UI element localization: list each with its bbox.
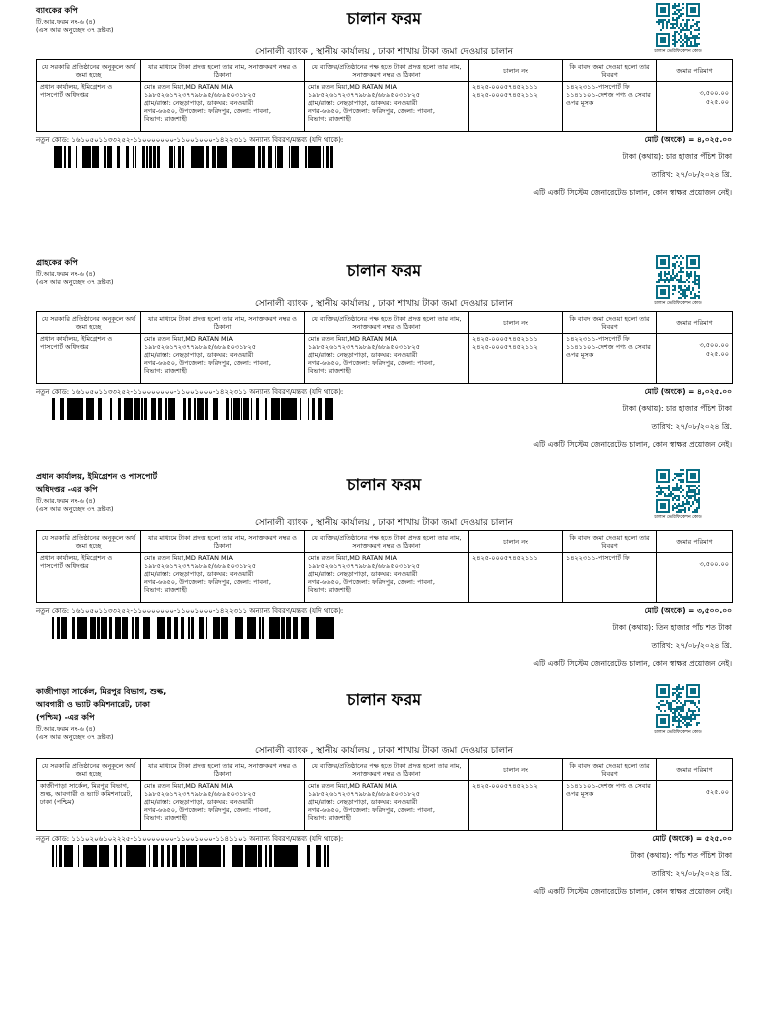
header-amount: জমার পরিমাণ [657,312,733,334]
copy-title-line: কাজীপাড়া সার্কেল, মিরপুর বিভাগ, শুল্ক, [36,687,167,696]
table-row [37,334,733,384]
payer-cell [141,781,305,831]
new-code: নতুন কোড: ১১১০২০৬১০২২২৫-১১০০০০০০০-১১০০১০০০-১১৪১১০১ [36,835,248,843]
header-description: কি বাবদ জমা দেওয়া হলো তার বিবরণ [563,759,657,781]
header-challan-no: চালান নং [469,531,563,553]
payer-line: গ্রাম/রাস্তা: নেছড়াপাড়া, ডাকঘর: বনওয়ারী [144,798,254,806]
challan-title: চালান ফরম [346,475,422,494]
institution-cell: কাজীপাড়া সার্কেল, মিরপুর বিভাগ, শুল্ক, আবগারী ও ভ্যাট কমিশনারেট, ঢাকা (পশ্চিম) [37,781,141,831]
header-description: কি বাবদ জমা দেওয়া হলো তার বিবরণ [563,312,657,334]
description-cell [563,334,657,384]
payer-cell [141,334,305,384]
bank-line: সোনালী ব্যাংক , স্থানীয় কার্যালয় , ঢাকা শাখায় টাকা জমা দেওয়ার চালান [254,518,514,528]
payer-line: মোঃ রতন মিয়া,MD RATAN MIA [144,554,233,562]
qr-caption: চালান ভেরিফিকেশন কোড [654,301,702,306]
copy-title-line: আবগারী ও ভ্যাট কমিশনারেট, ঢাকা [36,700,150,709]
challan-copy-3 [0,466,768,716]
challan-table [36,758,733,831]
payer-line: মোঃ রতন মিয়া,MD RATAN MIA [308,335,397,343]
payer-cell [141,553,305,603]
total-amount: মোট (অংকে) = ৪,০২৫.০০ [644,135,732,144]
amount-in-words: টাকা (কথায়): চার হাজার পঁচিশ টাকা [622,152,732,161]
table-row [37,82,733,132]
payer-line: নগর-৬৬৫০, উপজেলা: ফরিদপুর, জেলা: পাবনা, [144,107,271,115]
header-institution: যে সরকারি প্রতিষ্ঠানের অনুকূলে অর্থ জমা হচ্ছে [37,312,141,334]
new-code: নতুন কোড: ১৬১০৫০১১৩৩২৫২-১১০০০০০০০-১১০০১০০০-১৪২২৩১১ [36,388,248,396]
payer-line: মোঃ রতন মিয়া,MD RATAN MIA [144,335,233,343]
payer-line: নগর-৬৬৫০, উপজেলা: ফরিদপুর, জেলা: পাবনা, [308,107,435,115]
qr-caption: চালান ভেরিফিকেশন কোড [654,730,702,735]
on-behalf-cell [305,781,469,831]
challan-table [36,530,733,603]
challan-date: তারিখ: ২৭/০৮/২০২৪ খ্রি. [651,422,732,431]
header-payer: যার মাধ্যমে টাকা প্রদত্ত হলো তার নাম, সনাক্তকরণ নম্বর ও ঠিকানা [141,312,305,334]
payer-line: ১৯৮৫২৬১৭২৩৭৭৯৮৯৫/৬৮৯৫০৩১৮২৫ [144,91,256,99]
copy-title-line: (পশ্চিম) -এর কপি [36,713,95,722]
challan-title: চালান ফরম [346,9,422,28]
barcode-icon [52,617,334,639]
table-header-row [37,759,733,781]
copy-title-line: গ্রাহকের কপি [36,258,78,267]
payer-line: ১৯৮৫২৬১৭২৩৭৭৯৮৯৫/৬৮৯৫০৩১৮২৫ [144,562,256,570]
system-generated-notice: এটি একটি সিস্টেম জেনারেটেড চালান, কোন স্বাক্ষর প্রয়োজন নেই। [533,188,732,197]
payer-line: মোঃ রতন মিয়া,MD RATAN MIA [308,782,397,790]
payer-line: নগর-৬৬৫০, উপজেলা: ফরিদপুর, জেলা: পাবনা, [144,359,271,367]
form-number: টি.আর.ফরম নং-৬ (৪) (এস আর অনুচ্ছেদ ৩৭ দ্রষ্টব্য) [36,725,114,741]
header-institution: যে সরকারি প্রতিষ্ঠানের অনুকূলে অর্থ জমা হচ্ছে [37,531,141,553]
payer-line: নগর-৬৬৫০, উপজেলা: ফরিদপুর, জেলা: পাবনা, [308,578,435,586]
header-on-behalf: যে ব্যক্তির/প্রতিষ্ঠানের পক্ষ হতে টাকা প্রদত্ত হলো তার নাম, সনাক্তকরণ নম্বর ও ঠিকানা [305,60,469,82]
total-amount: মোট (অংকে) = ৫২৫.০০ [652,834,732,843]
header-challan-no: চালান নং [469,759,563,781]
payer-line: ১৯৮৫২৬১৭২৩৭৭৯৮৯৫/৬৮৯৫০৩১৮২৫ [144,790,256,798]
payer-line: নগর-৬৬৫০, উপজেলা: ফরিদপুর, জেলা: পাবনা, [144,806,271,814]
copy-title-line: প্রধান কার্যালয়, ইমিগ্রেশন ও পাসপোর্ট [36,472,158,481]
header-payer: যার মাধ্যমে টাকা প্রদত্ত হলো তার নাম, সনাক্তকরণ নম্বর ও ঠিকানা [141,531,305,553]
challan-no: ২৪২৫-০০০৫৭৪৫২১১১ [472,335,538,343]
challan-no-cell [469,82,563,132]
payer-line: বিভাগ: রাজশাহী [144,814,188,822]
header-description: কি বাবদ জমা দেওয়া হলো তার বিবরণ [563,60,657,82]
challan-no: ২৪২৫-০০০৫৭৪৫২১১১ [472,554,538,562]
total-amount: মোট (অংকে) = ৪,০২৫.০০ [644,387,732,396]
institution-cell: প্রধান কার্যালয়, ইমিগ্রেশন ও পাসপোর্ট অধিদপ্তর [37,553,141,603]
challan-date: তারিখ: ২৭/০৮/২০২৪ খ্রি. [651,869,732,878]
payer-line: গ্রাম/রাস্তা: নেছড়াপাড়া, ডাকঘর: বনওয়ারী [144,570,254,578]
payer-line: ১৯৮৫২৬১৭২৩৭৭৯৮৯৫/৬৮৯৫০৩১৮২৫ [308,562,420,570]
payer-line: গ্রাম/রাস্তা: নেছড়াপাড়া, ডাকঘর: বনওয়ারী [308,570,418,578]
other-info-label: অন্যান্য বিবরণ/মন্তব্য (যদি থাকে): [249,136,344,144]
header-amount: জমার পরিমাণ [657,531,733,553]
form-number: টি.আর.ফরম নং-৬ (৪) (এস আর অনুচ্ছেদ ৩৭ দ্রষ্টব্য) [36,270,114,286]
institution-cell: প্রধান কার্যালয়, ইমিগ্রেশন ও পাসপোর্ট অধিদপ্তর [37,334,141,384]
other-info-label: অন্যান্য বিবরণ/মন্তব্য (যদি থাকে): [249,607,344,615]
challan-no-cell [469,781,563,831]
form-number: টি.আর.ফরম নং-৬ (৪) (এস আর অনুচ্ছেদ ৩৭ দ্রষ্টব্য) [36,18,114,34]
challan-title: চালান ফরম [346,261,422,280]
payer-line: বিভাগ: রাজশাহী [144,115,188,123]
payer-line: মোঃ রতন মিয়া,MD RATAN MIA [308,83,397,91]
bank-line: সোনালী ব্যাংক , স্থানীয় কার্যালয় , ঢাকা শাখায় টাকা জমা দেওয়ার চালান [254,746,514,756]
header-institution: যে সরকারি প্রতিষ্ঠানের অনুকূলে অর্থ জমা হচ্ছে [37,60,141,82]
new-code-line [36,134,343,146]
description-item: ১৪২২৩১১-পাসপোর্ট ফি [566,83,630,91]
amount-cell [657,82,733,132]
amount-value: ৫২৫.০০ [705,98,729,106]
header-challan-no: চালান নং [469,312,563,334]
payer-cell [141,82,305,132]
payer-line: ১৯৮৫২৬১৭২৩৭৭৯৮৯৫/৬৮৯৫০৩১৮২৫ [308,91,420,99]
amount-value: ৩,৫০০.০০ [699,341,729,349]
copy-title-line: ব্যাংকের কপি [36,6,78,15]
payer-line: নগর-৬৬৫০, উপজেলা: ফরিদপুর, জেলা: পাবনা, [308,359,435,367]
bank-line: সোনালী ব্যাংক , স্থানীয় কার্যালয় , ঢাকা শাখায় টাকা জমা দেওয়ার চালান [254,47,514,57]
header-amount: জমার পরিমাণ [657,60,733,82]
challan-copy-4 [0,681,768,931]
challan-no-cell [469,334,563,384]
bank-line: সোনালী ব্যাংক , স্থানীয় কার্যালয় , ঢাকা শাখায় টাকা জমা দেওয়ার চালান [254,299,514,309]
form-number: টি.আর.ফরম নং-৬ (৪) (এস আর অনুচ্ছেদ ৩৭ দ্রষ্টব্য) [36,497,114,513]
challan-no: ২৪২৫-০০০৫৭৪৫২১১২ [472,782,538,790]
description-item: ১৪২২৩১১-পাসপোর্ট ফি [566,554,630,562]
system-generated-notice: এটি একটি সিস্টেম জেনারেটেড চালান, কোন স্বাক্ষর প্রয়োজন নেই। [533,440,732,449]
qr-code-icon [656,3,700,47]
header-on-behalf: যে ব্যক্তির/প্রতিষ্ঠানের পক্ষ হতে টাকা প্রদত্ত হলো তার নাম, সনাক্তকরণ নম্বর ও ঠিকানা [305,312,469,334]
payer-line: মোঃ রতন মিয়া,MD RATAN MIA [144,782,233,790]
amount-in-words: টাকা (কথায়): পাঁচ শত পঁচিশ টাকা [630,851,732,860]
payer-line: গ্রাম/রাস্তা: নেছড়াপাড়া, ডাকঘর: বনওয়ারী [308,798,418,806]
on-behalf-cell [305,82,469,132]
barcode-icon [52,146,334,168]
table-header-row [37,531,733,553]
amount-value: ৩,৫০০.০০ [699,89,729,97]
payer-line: বিভাগ: রাজশাহী [144,367,188,375]
table-row [37,553,733,603]
system-generated-notice: এটি একটি সিস্টেম জেনারেটেড চালান, কোন স্বাক্ষর প্রয়োজন নেই। [533,887,732,896]
payer-line: বিভাগ: রাজশাহী [144,586,188,594]
challan-table [36,311,733,384]
amount-in-words: টাকা (কথায়): চার হাজার পঁচিশ টাকা [622,404,732,413]
table-row [37,781,733,831]
payer-line: ১৯৮৫২৬১৭২৩৭৭৯৮৯৫/৬৮৯৫০৩১৮২৫ [144,343,256,351]
institution-cell: প্রধান কার্যালয়, ইমিগ্রেশন ও পাসপোর্ট অধিদপ্তর [37,82,141,132]
payer-line: গ্রাম/রাস্তা: নেছড়াপাড়া, ডাকঘর: বনওয়ারী [308,99,418,107]
header-on-behalf: যে ব্যক্তির/প্রতিষ্ঠানের পক্ষ হতে টাকা প্রদত্ত হলো তার নাম, সনাক্তকরণ নম্বর ও ঠিকানা [305,531,469,553]
header-description: কি বাবদ জমা দেওয়া হলো তার বিবরণ [563,531,657,553]
new-code: নতুন কোড: ১৬১০৫০১১৩৩২৫২-১১০০০০০০০-১১০০১০০০-১৪২২৩১১ [36,136,248,144]
payer-line: গ্রাম/রাস্তা: নেছড়াপাড়া, ডাকঘর: বনওয়ারী [308,351,418,359]
total-amount: মোট (অংকে) = ৩,৫০০.০০ [644,606,732,615]
new-code: নতুন কোড: ১৬১০৫০১১৩৩২৫২-১১০০০০০০০-১১০০১০০০-১৪২২৩১১ [36,607,248,615]
payer-line: ১৯৮৫২৬১৭২৩৭৭৯৮৯৫/৬৮৯৫০৩১৮২৫ [308,343,420,351]
challan-date: তারিখ: ২৭/০৮/২০২৪ খ্রি. [651,641,732,650]
payer-line: মোঃ রতন মিয়া,MD RATAN MIA [144,83,233,91]
other-info-label: অন্যান্য বিবরণ/মন্তব্য (যদি থাকে): [249,835,344,843]
table-header-row [37,312,733,334]
description-cell [563,82,657,132]
challan-table [36,59,733,132]
qr-caption: চালান ভেরিফিকেশন কোড [654,515,702,520]
challan-no: ২৪২৫-০০০৫৭৪৫২১১১ [472,83,538,91]
amount-cell [657,334,733,384]
on-behalf-cell [305,334,469,384]
barcode-icon [52,398,334,420]
challan-copy-2 [0,252,768,502]
amount-in-words: টাকা (কথায়): তিন হাজার পাঁচ শত টাকা [612,623,732,632]
new-code-line [36,833,343,845]
description-item: ১১৪১১০১-দেশজ পণ্য ও সেবার ওপর মূসক [566,91,651,107]
description-item: ১১৪১১০১-দেশজ পণ্য ও সেবার ওপর মূসক [566,782,651,798]
barcode-icon [52,845,334,867]
payer-line: বিভাগ: রাজশাহী [308,586,352,594]
copy-title-line: অধিদপ্তর -এর কপি [36,485,98,494]
challan-no-cell [469,553,563,603]
challan-date: তারিখ: ২৭/০৮/২০২৪ খ্রি. [651,170,732,179]
new-code-line [36,386,343,398]
header-institution: যে সরকারি প্রতিষ্ঠানের অনুকূলে অর্থ জমা হচ্ছে [37,759,141,781]
challan-no: ২৪২৫-০০০৫৭৪৫২১১২ [472,343,538,351]
challan-no: ২৪২৫-০০০৫৭৪৫২১১২ [472,91,538,99]
description-item: ১৪২২৩১১-পাসপোর্ট ফি [566,335,630,343]
header-amount: জমার পরিমাণ [657,759,733,781]
payer-line: মোঃ রতন মিয়া,MD RATAN MIA [308,554,397,562]
table-header-row [37,60,733,82]
header-payer: যার মাধ্যমে টাকা প্রদত্ত হলো তার নাম, সনাক্তকরণ নম্বর ও ঠিকানা [141,60,305,82]
challan-copy-1 [0,0,768,250]
amount-value: ৫২৫.০০ [705,350,729,358]
qr-code-icon [656,469,700,513]
amount-value: ৫২৫.০০ [705,788,729,796]
qr-code-icon [656,684,700,728]
on-behalf-cell [305,553,469,603]
description-item: ১১৪১১০১-দেশজ পণ্য ও সেবার ওপর মূসক [566,343,651,359]
header-on-behalf: যে ব্যক্তির/প্রতিষ্ঠানের পক্ষ হতে টাকা প্রদত্ত হলো তার নাম, সনাক্তকরণ নম্বর ও ঠিকানা [305,759,469,781]
payer-line: বিভাগ: রাজশাহী [308,367,352,375]
amount-cell [657,553,733,603]
payer-line: নগর-৬৬৫০, উপজেলা: ফরিদপুর, জেলা: পাবনা, [308,806,435,814]
amount-cell [657,781,733,831]
new-code-line [36,605,343,617]
qr-code-icon [656,255,700,299]
header-challan-no: চালান নং [469,60,563,82]
description-cell [563,553,657,603]
payer-line: বিভাগ: রাজশাহী [308,814,352,822]
amount-value: ৩,৫০০.০০ [699,560,729,568]
description-cell [563,781,657,831]
qr-caption: চালান ভেরিফিকেশন কোড [654,49,702,54]
payer-line: বিভাগ: রাজশাহী [308,115,352,123]
challan-title: চালান ফরম [346,690,422,709]
header-payer: যার মাধ্যমে টাকা প্রদত্ত হলো তার নাম, সনাক্তকরণ নম্বর ও ঠিকানা [141,759,305,781]
payer-line: নগর-৬৬৫০, উপজেলা: ফরিদপুর, জেলা: পাবনা, [144,578,271,586]
payer-line: গ্রাম/রাস্তা: নেছড়াপাড়া, ডাকঘর: বনওয়ারী [144,99,254,107]
payer-line: গ্রাম/রাস্তা: নেছড়াপাড়া, ডাকঘর: বনওয়ারী [144,351,254,359]
system-generated-notice: এটি একটি সিস্টেম জেনারেটেড চালান, কোন স্বাক্ষর প্রয়োজন নেই। [533,659,732,668]
payer-line: ১৯৮৫২৬১৭২৩৭৭৯৮৯৫/৬৮৯৫০৩১৮২৫ [308,790,420,798]
other-info-label: অন্যান্য বিবরণ/মন্তব্য (যদি থাকে): [249,388,344,396]
